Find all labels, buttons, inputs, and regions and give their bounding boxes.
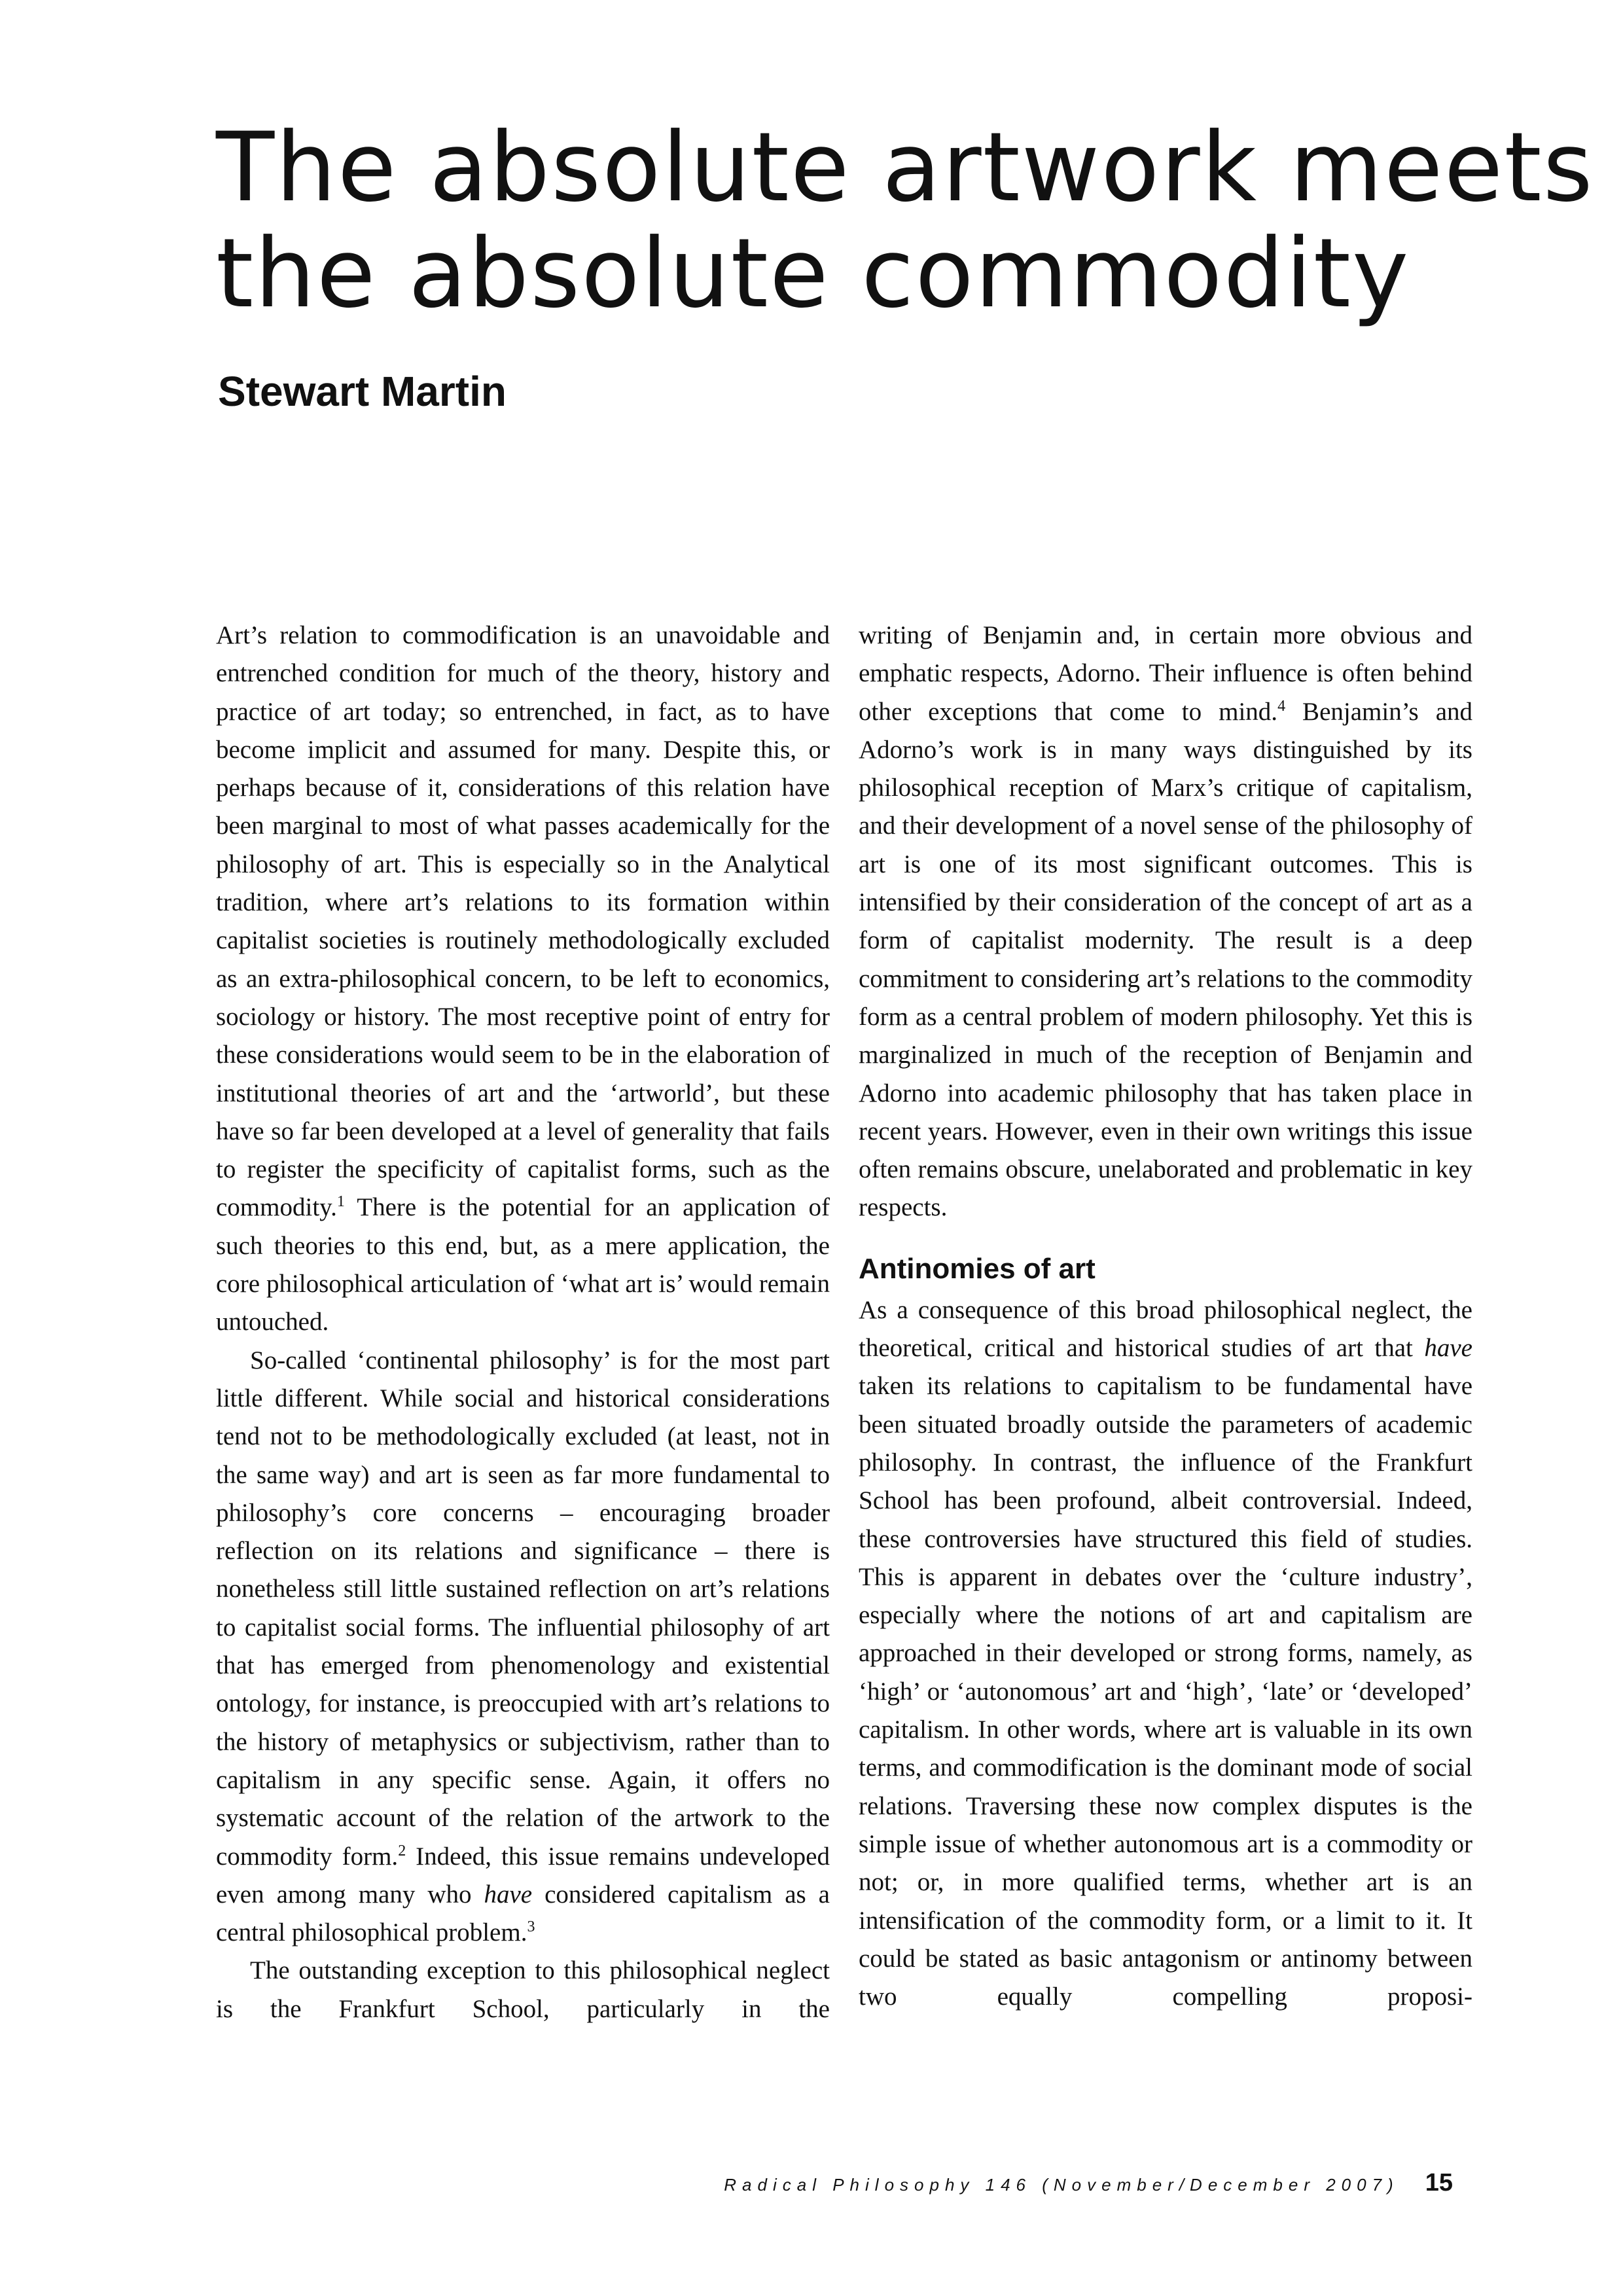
article-title-line-2: the absolute commodity [216, 218, 1410, 329]
footnote-ref-4: 4 [1277, 697, 1286, 715]
paragraph-4-head: As a consequence of this broad philosophical neglect, the theoretical, critical and historical studies of art that [859, 1295, 1472, 1363]
paragraph-2-emphasis: have [484, 1880, 533, 1909]
paragraph-3-text: writing of Benjamin and, in certain more obvious and emphatic respects, Adorno. Their influence is often behind other exceptions that come to mind. [859, 621, 1472, 726]
paragraph-4-emphasis: have [1424, 1334, 1472, 1363]
paragraph-2 [216, 1342, 830, 1952]
body-column-left [216, 617, 830, 2028]
paragraph-1-text: Art’s relation to commodification is an unavoidable and entrenched condition for much of the theory, history and practice of art today; so entrenched, in fact, as to have become implicit and assumed for many. Despite this, or perhaps because of it, considerations of this relation have been marginal to most of what passes academically for the philosophy of art. This is especially so in the Analytical tradition, where art’s relations to its formation within capitalist societies is routinely methodologically excluded as an extra-philosophical concern, to be left to economics, sociology or history. The most receptive point of entry for these considerations would seem to be in the elaboration of institutional theories of art and the ‘artworld’, but these have so far been developed at a level of generality that fails to register the specificity of capitalist forms, such as the commodity. [216, 621, 830, 1222]
paragraph-3-tail: Benjamin’s and Adorno’s work is in many ways distinguished by its philosophical reception of Marx’s critique of capitalism, and their development of a novel sense of the philosophy of art is one of its most significant outcomes. This is intensified by their consideration of the concept of art as a form of capitalist modernity. The result is a deep commitment to considering art’s relations to the commodity form as a central problem of modern philosophy. Yet this is marginalized in much of the reception of Benjamin and Adorno into academic philosophy that has taken place in recent years. However, even in their own writings this issue often remains obscure, unelaborated and problematic in key respects. [859, 697, 1473, 1222]
page-number: 15 [1425, 2169, 1453, 2197]
page-footer [724, 2170, 1453, 2198]
paragraph-1-tail: There is the potential for an application of such theories to this end, but, as a mere application, the core philosophical articulation of ‘what art is’ would remain untouched. [216, 1193, 830, 1336]
paragraph-2-text: So-called ‘continental philosophy’ is for the most part little different. While social and historical considerations tend not to be methodologically excluded (at least, not in the same way) and art is seen as far more fundamental to philosophy’s core concerns – encouraging broader reflection on its relations and significance – there is nonetheless still little sustained reflection on art’s relations to capitalist social forms. The influential philosophy of art that has emerged from phenomenology and existential ontology, for instance, is preoccupied with art’s relations to the history of metaphysics or subjectivism, rather than to capitalism in any specific sense. Again, it offers no systematic account of the relation of the artwork to the commodity form. [216, 1346, 830, 1871]
paragraph-3-start: The outstanding exception to this philosophical neglect is the Frankfurt School, particularly in the [216, 1956, 830, 2023]
journal-citation: Radical Philosophy 146 (November/December 2007) [724, 2175, 1399, 2195]
article-title-line-1: The absolute artwork meets [216, 112, 1594, 223]
author-name: Stewart Martin [218, 368, 507, 415]
paragraph-4-tail: taken its relations to capitalism to be fundamental have been situated broadly outside the parameters of academic philosophy. In contrast, the influence of the Frankfurt School has been profound, albeit controversial. Indeed, these controversies have structured this field of studies. This is apparent in debates over the ‘culture industry’, especially where the notions of art and capitalism are approached in their developed or strong forms, namely, as ‘high’ or ‘autonomous’ art and ‘high’, ‘late’ or ‘developed’ capitalism. In other words, where art is valuable in its own terms, and commodification is the dominant mode of social relations. Traversing these now complex disputes is the simple issue of whether autonomous art is a commodity or not; or, in more qualified terms, whether art is an intensification of the commodity form, or a limit to it. It could be stated as basic antagonism or antinomy between two equally compelling proposi- [859, 1372, 1472, 2011]
paragraph-4 [859, 1291, 1472, 2017]
paragraph-2-end: considered capitalism as a central philosophical problem. [216, 1880, 830, 1947]
footnote-ref-3: 3 [527, 1918, 535, 1936]
article-title [216, 112, 1594, 329]
paragraph-2-middle: Indeed, this issue remains undeveloped even among many who [216, 1842, 830, 1909]
footnote-ref-2: 2 [398, 1842, 406, 1859]
paragraph-1 [216, 617, 830, 1342]
body-column-right [859, 617, 1472, 2016]
footnote-ref-1: 1 [336, 1193, 345, 1211]
paragraph-3-continued [859, 617, 1472, 1227]
section-heading-antinomies: Antinomies of art [859, 1252, 1096, 1285]
